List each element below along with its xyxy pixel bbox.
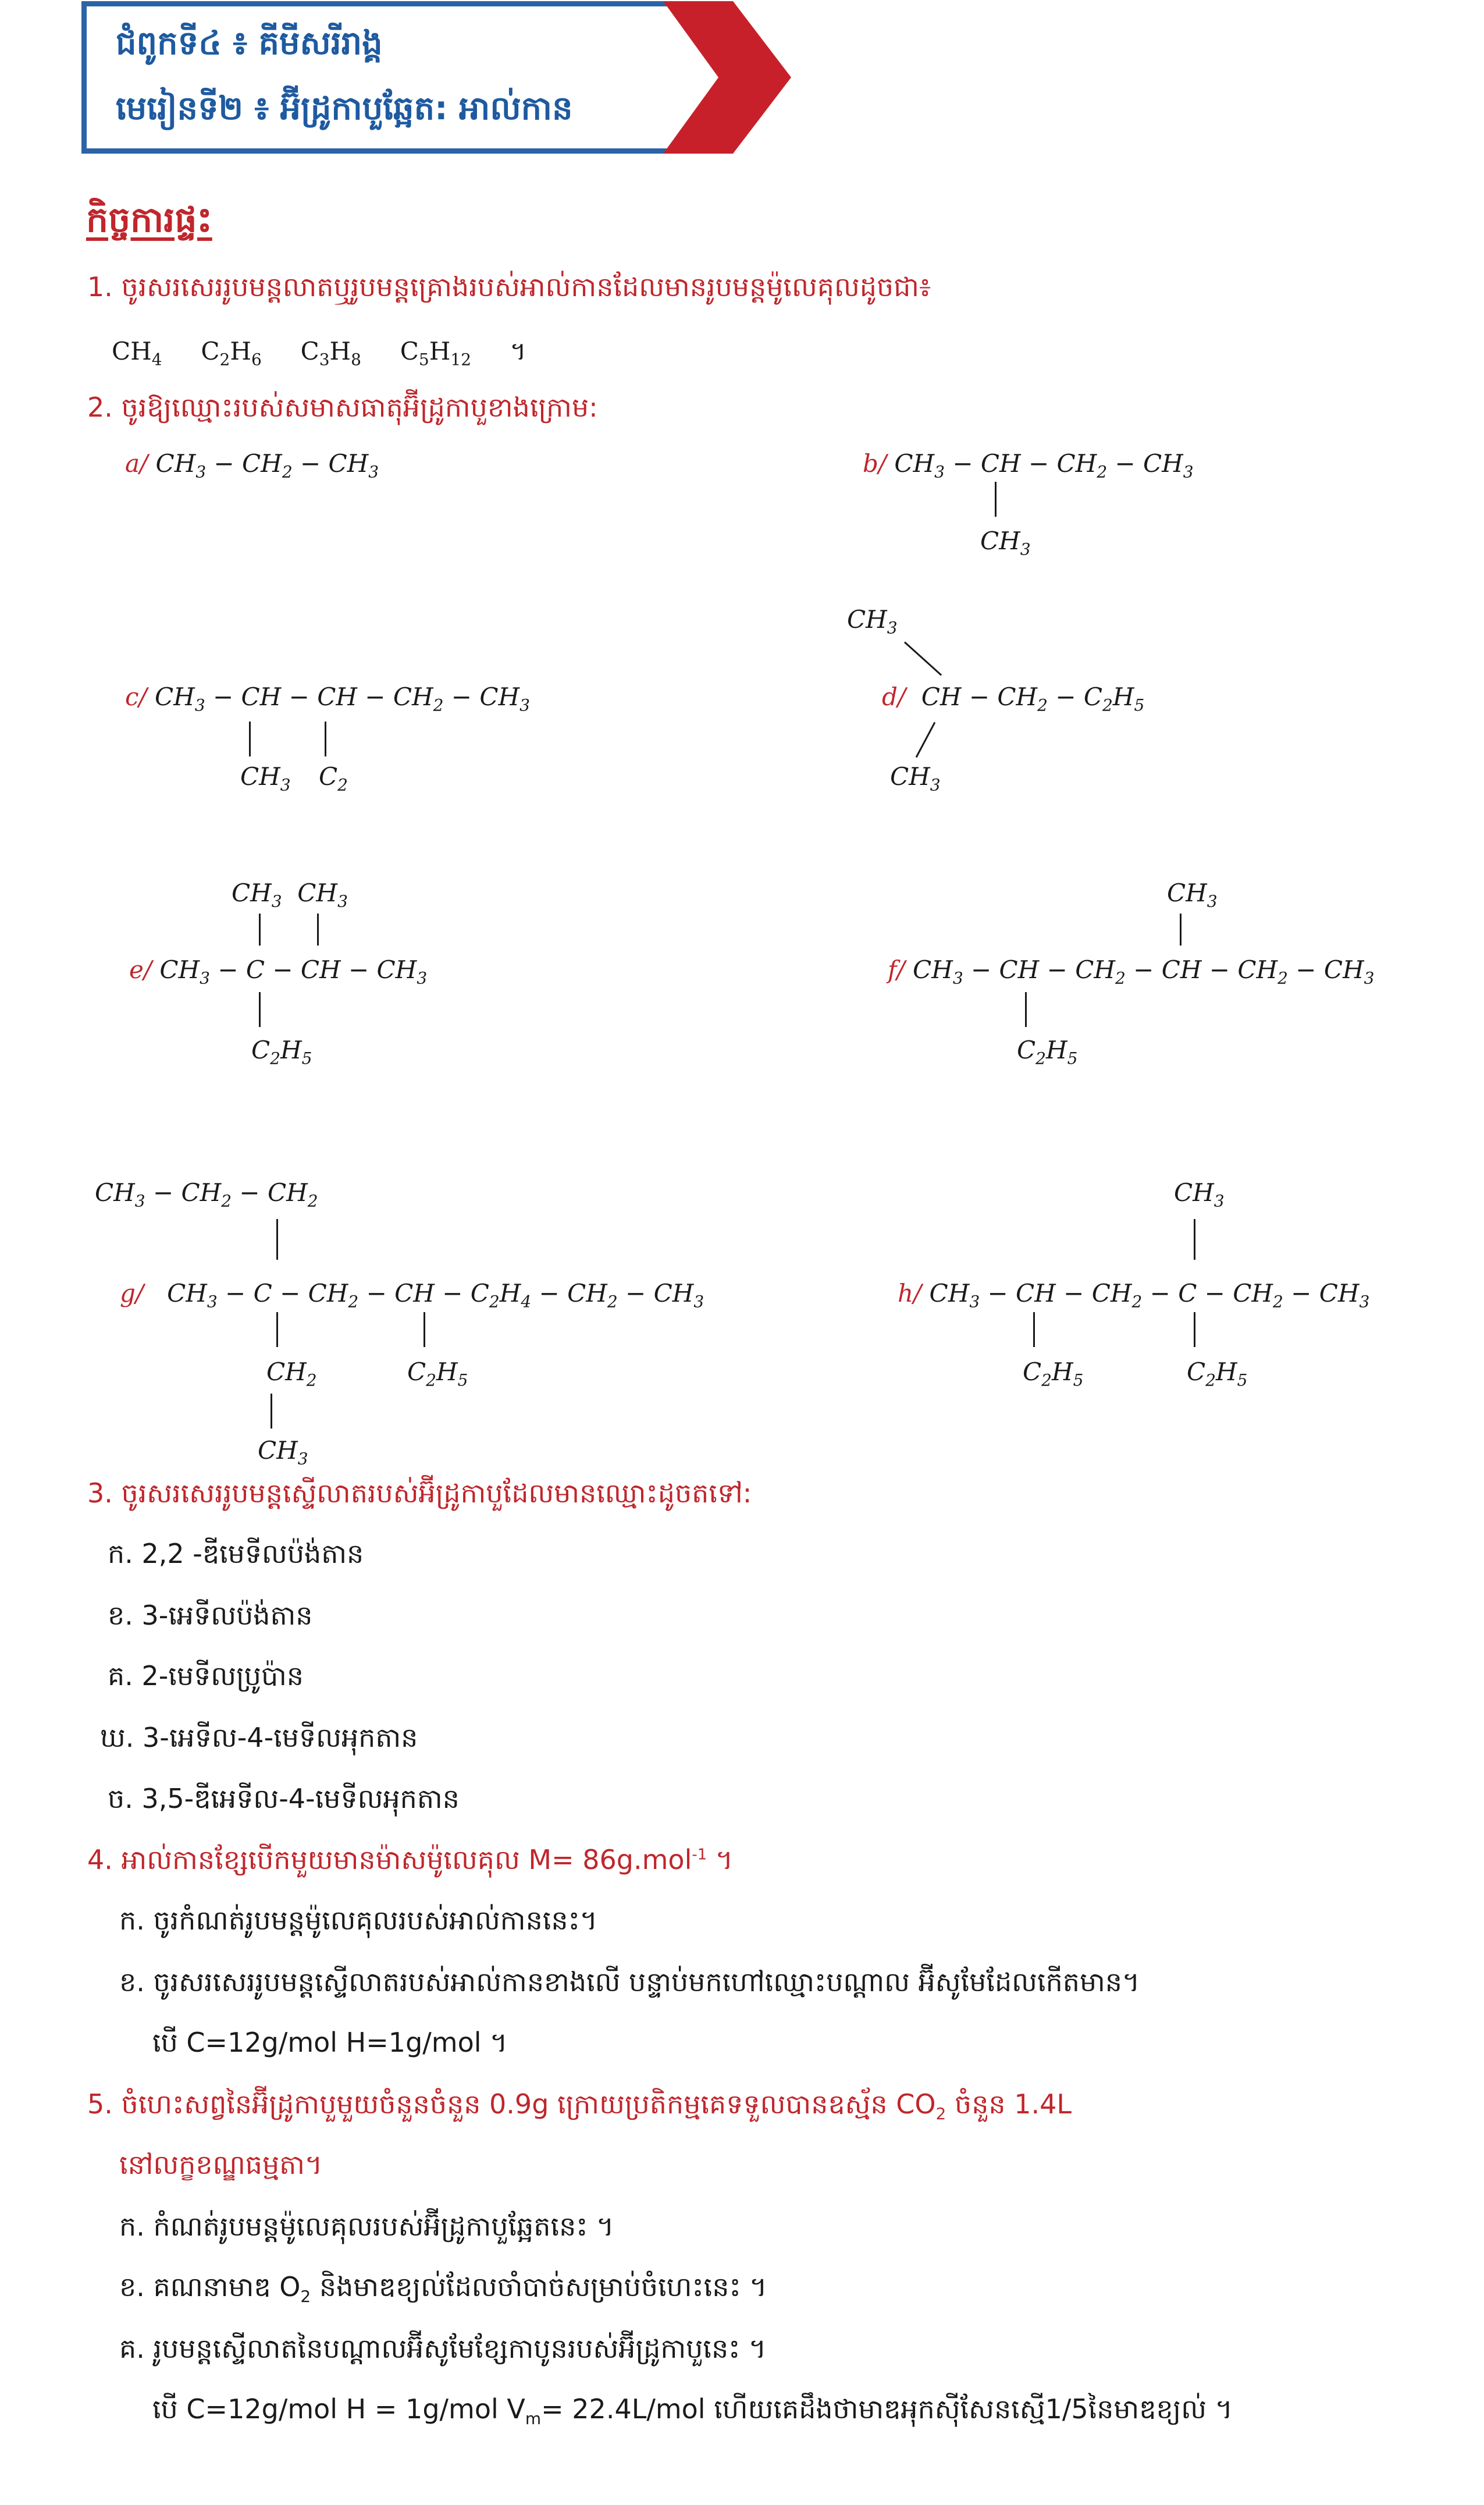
label-e: e/ [129,955,152,984]
homework-title: កិច្ចការផ្ទះ [86,200,212,240]
q4-end: ។ [707,1844,734,1875]
label-d: d/ [882,683,906,711]
question-2: 2. ចូរឱ្យឈ្មោះរបស់សមាសធាតុអ៊ីដ្រូកាបួខាងក្រោម: [87,392,598,423]
label-f: f/ [888,955,905,984]
bond-d1 [904,641,942,676]
structure-h-top: $CH_3$ [1174,1178,1225,1211]
q5-given [152,2393,1233,2432]
label-h: h/ [898,1279,922,1307]
q3-item-4: ឃ. 3-អេទីល-4-មេទីលអុកតាន [100,1722,418,1753]
structure-e: e/ $CH_3 - C$ − CH − $CH_3$ [129,955,428,988]
q5-given-b: = 22.4L/mol ហើយគេដឹងថាមាឌអុកស៊ីសែនស្មើ1/5នៃមាឌខ្យល់ ។ [541,2393,1233,2425]
q4-text: 4. អាល់កានខ្សែបើកមួយមានម៉ាសម៉ូលេគុល M= 86g.mol [87,1844,692,1875]
q4-given: បើ C=12g/mol H=1g/mol ។ [152,2027,508,2058]
lesson-title: មេរៀនទី២ ៖ អ៊ីដ្រូកាបួឆ្អែត: អាល់កាន [116,90,573,127]
q5-item-2-end: និងមាឌខ្យល់ដែលចាំបាច់សម្រាប់ចំហេះនេះ ។ [311,2271,767,2303]
bond-f2 [1025,992,1027,1027]
q5-item-2 [119,2271,767,2309]
bond-b [995,482,997,517]
structure-h: h/ $CH_3$ − CH − $CH_2 - C - CH_2 - CH_3$ [898,1279,1370,1312]
q5-text-end: ចំនួន 1.4L [946,2088,1072,2120]
structure-b: b/ $CH_3$ − CH − $CH_2 - CH_3$ [863,449,1194,482]
formula-c5h12: $C_5H_{12}$ [400,337,472,369]
structure-h-c2h5-right: $C_2H_5$ [1187,1358,1248,1390]
formula-c2h6: $C_2H_6$ [201,337,262,369]
q3-item-3: គ. 2-មេទីលប្រូប៉ាន [108,1660,304,1692]
bond-e3 [259,992,261,1027]
bond-d2 [916,722,936,758]
q5-given-a: បើ C=12g/mol H = 1g/mol V [152,2393,525,2425]
bond-g2 [276,1312,278,1347]
question-1: 1. ចូរសរសេររូបមន្តលាតឬរូបមន្តគ្រោងរបស់អាល់កានដែលមានរូបមន្តម៉ូលេគុលដូចជា៖ [87,271,931,303]
structure-f-bottom: $C_2H_5$ [1017,1036,1078,1068]
bond-e1 [259,914,261,946]
bond-e2 [317,914,319,946]
bond-g3 [424,1312,425,1347]
q5-given-sub: m [525,2409,542,2429]
formula-ch4: $CH_4$ [112,337,162,369]
structure-f: f/ $CH_3$ − CH − $CH_2$ − CH − $CH_2 - CH_3$ [888,955,1375,988]
q4-item-1: ក. ចូរកំណត់រូបមន្តម៉ូលេគុលរបស់អាល់កាននេះ។ [119,1904,598,1936]
structure-g: g/ $CH_3 - C - CH_2$ − CH − $C_2H_4 - CH_2 - CH_3$ [120,1279,704,1312]
structure-d-top: $CH_3$ [847,605,898,638]
structure-c: c/ $CH_3$ − CH − CH − $CH_2 - CH_3$ [125,683,530,715]
structure-e-bottom: $C_2H_5$ [251,1036,312,1068]
question-5 [87,2088,1072,2127]
label-g: g/ [120,1279,144,1307]
q5-item-2-sub: 2 [300,2287,311,2307]
chapter-title: ជំពូកទី៤ ៖ គីមីសរីរាង្គ [116,24,383,62]
structure-f-top: $CH_3$ [1167,879,1218,911]
label-b: b/ [863,449,887,478]
structure-c-branch1: $CH_3$ [240,762,291,795]
q3-item-2: ខ. 3-អេទីលប៉ង់តាន [108,1600,313,1631]
structure-e-top: $CH_3$ $CH_3$ [232,879,348,911]
bond-c2 [325,722,326,756]
question-4 [87,1843,733,1882]
q4-item-2: ខ. ចូរសរសេររូបមន្តស្ទើលាតរបស់អាល់កានខាងលើ បន្ទាប់មកហៅឈ្មោះបណ្តាល អ៊ីសូមែដែលកើតមាន។ [119,1966,1140,1998]
structure-g-ch3: $CH_3$ [258,1436,308,1469]
structure-g-c2h5: $C_2H_5$ [407,1358,468,1390]
q5-item-3: គ. រូបមន្តស្ទើលាតនៃបណ្តាលអ៊ីសូមែខ្សែកាបូនរបស់អ៊ីដ្រូកាបួនេះ ។ [119,2333,767,2364]
label-a: a/ [125,449,148,478]
structure-h-c2h5-left: $C_2H_5$ [1023,1358,1084,1390]
formula-c3h8: $C_3H_8$ [300,337,361,369]
q5-item-2-text: ខ. គណនាមាឌ O [119,2271,301,2303]
q4-sup: -1 [692,1846,707,1864]
structure-g-top: $CH_3 - CH_2 - CH_2$ [95,1178,318,1211]
bond-h2 [1033,1312,1035,1347]
bond-g1 [276,1219,278,1260]
header-banner [81,1,727,154]
q5-sub: 2 [935,2104,946,2124]
question-3: 3. ចូរសរសេររូបមន្តស្ទើលាតរបស់អ៊ីដ្រូកាបួដែលមានឈ្មោះដូចតទៅ: [87,1477,752,1509]
bond-g4 [271,1394,272,1429]
label-c: c/ [125,683,147,711]
question-5-line2: នៅលក្ខខណ្ឌធម្មតា។ [119,2149,323,2180]
q3-item-1: ក. 2,2 -ឌីមេទីលប៉ង់តាន [108,1538,364,1569]
structure-d: d/ CH − $CH_2 - C_2H_5$ [882,683,1145,715]
bond-c1 [249,722,251,756]
banner-arrow-icon [663,1,791,154]
q1-formulas [112,336,526,372]
structure-c-branch2: $C_2$ [319,762,348,795]
q1-end: ។ [510,337,526,365]
bond-h1 [1194,1219,1195,1260]
bond-h3 [1194,1312,1195,1347]
structure-g-ch2: $CH_2$ [266,1358,317,1390]
bond-f1 [1180,914,1181,946]
structure-a: a/ $CH_3 - CH_2 - CH_3$ [125,449,379,482]
structure-b-branch: $CH_3$ [980,527,1031,559]
q5-text: 5. ចំហេះសព្វនៃអ៊ីដ្រូកាបួមួយចំនួនចំនួន 0.9g ក្រោយប្រតិកម្មគេទទួលបានឧស្ម័ន CO [87,2088,936,2120]
structure-d-bottom: $CH_3$ [890,762,941,795]
q5-item-1: ក. កំណត់រូបមន្តម៉ូលេគុលរបស់អ៊ីដ្រូកាបួឆ្អែតនេះ ។ [119,2211,614,2242]
q3-item-5: ច. 3,5-ឌីអេទីល-4-មេទីលអុកតាន [108,1783,460,1814]
